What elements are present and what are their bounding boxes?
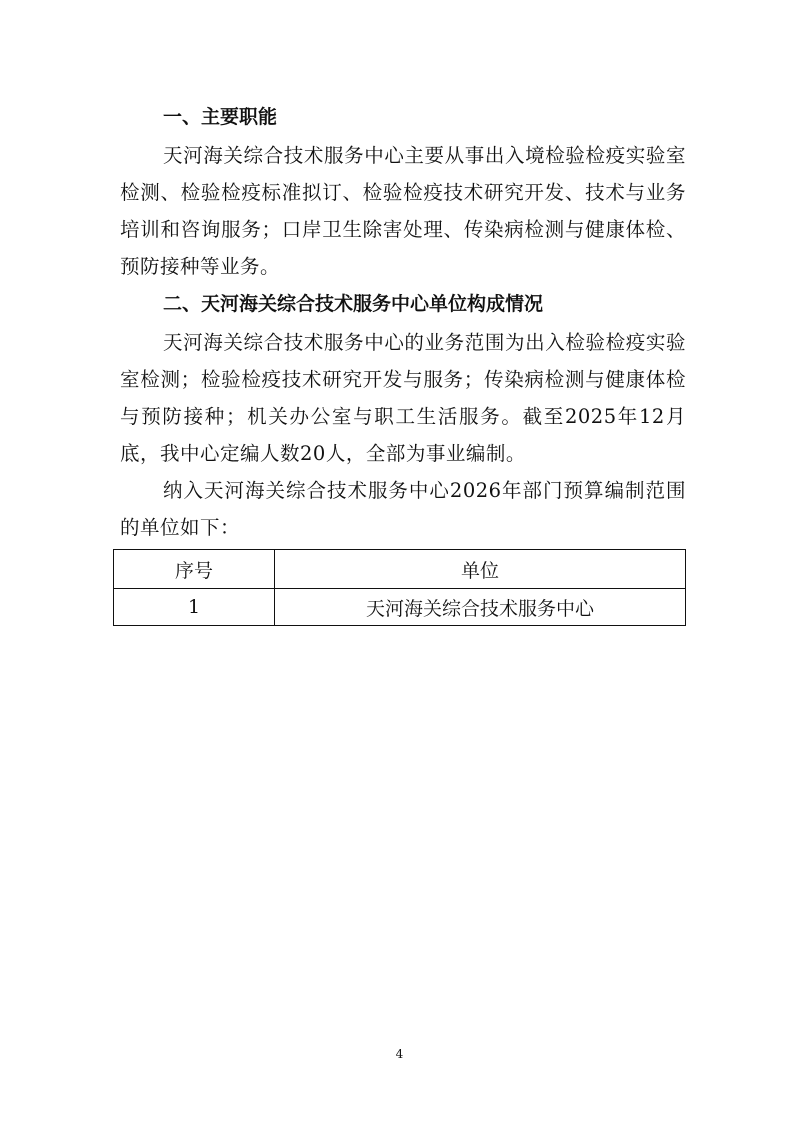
unit-composition-paragraph: 天河海关综合技术服务中心的业务范围为出入检验检疫实验室检测；检验检疫技术研究开发与服务；传染病检测与健康体检与预防接种；机关办公室与职工生活服务。截至2025年12月底，我中心定编人数20人，全部为事业编制。 [120, 331, 686, 465]
budget-scope-intro: 纳入天河海关综合技术服务中心2026年部门预算编制范围的单位如下： [120, 479, 686, 539]
table-row [114, 589, 686, 626]
main-functions-paragraph: 天河海关综合技术服务中心主要从事出入境检验检疫实验室检测、检验检疫标准拟订、检验检疫技术研究开发、技术与业务培训和咨询服务；口岸卫生除害处理、传染病检测与健康体检、预防接种等业务。 [120, 144, 686, 278]
section-heading-main-functions: 一、主要职能 [163, 106, 278, 128]
column-header-serial: 序号 [114, 550, 275, 589]
section-heading-unit-composition: 二、天河海关综合技术服务中心单位构成情况 [163, 293, 544, 315]
cell-unit: 天河海关综合技术服务中心 [275, 589, 686, 626]
units-table [113, 549, 686, 626]
table-header-row [114, 550, 686, 589]
cell-serial: 1 [114, 589, 275, 626]
column-header-unit: 单位 [275, 550, 686, 589]
page-number: 4 [395, 1047, 404, 1061]
